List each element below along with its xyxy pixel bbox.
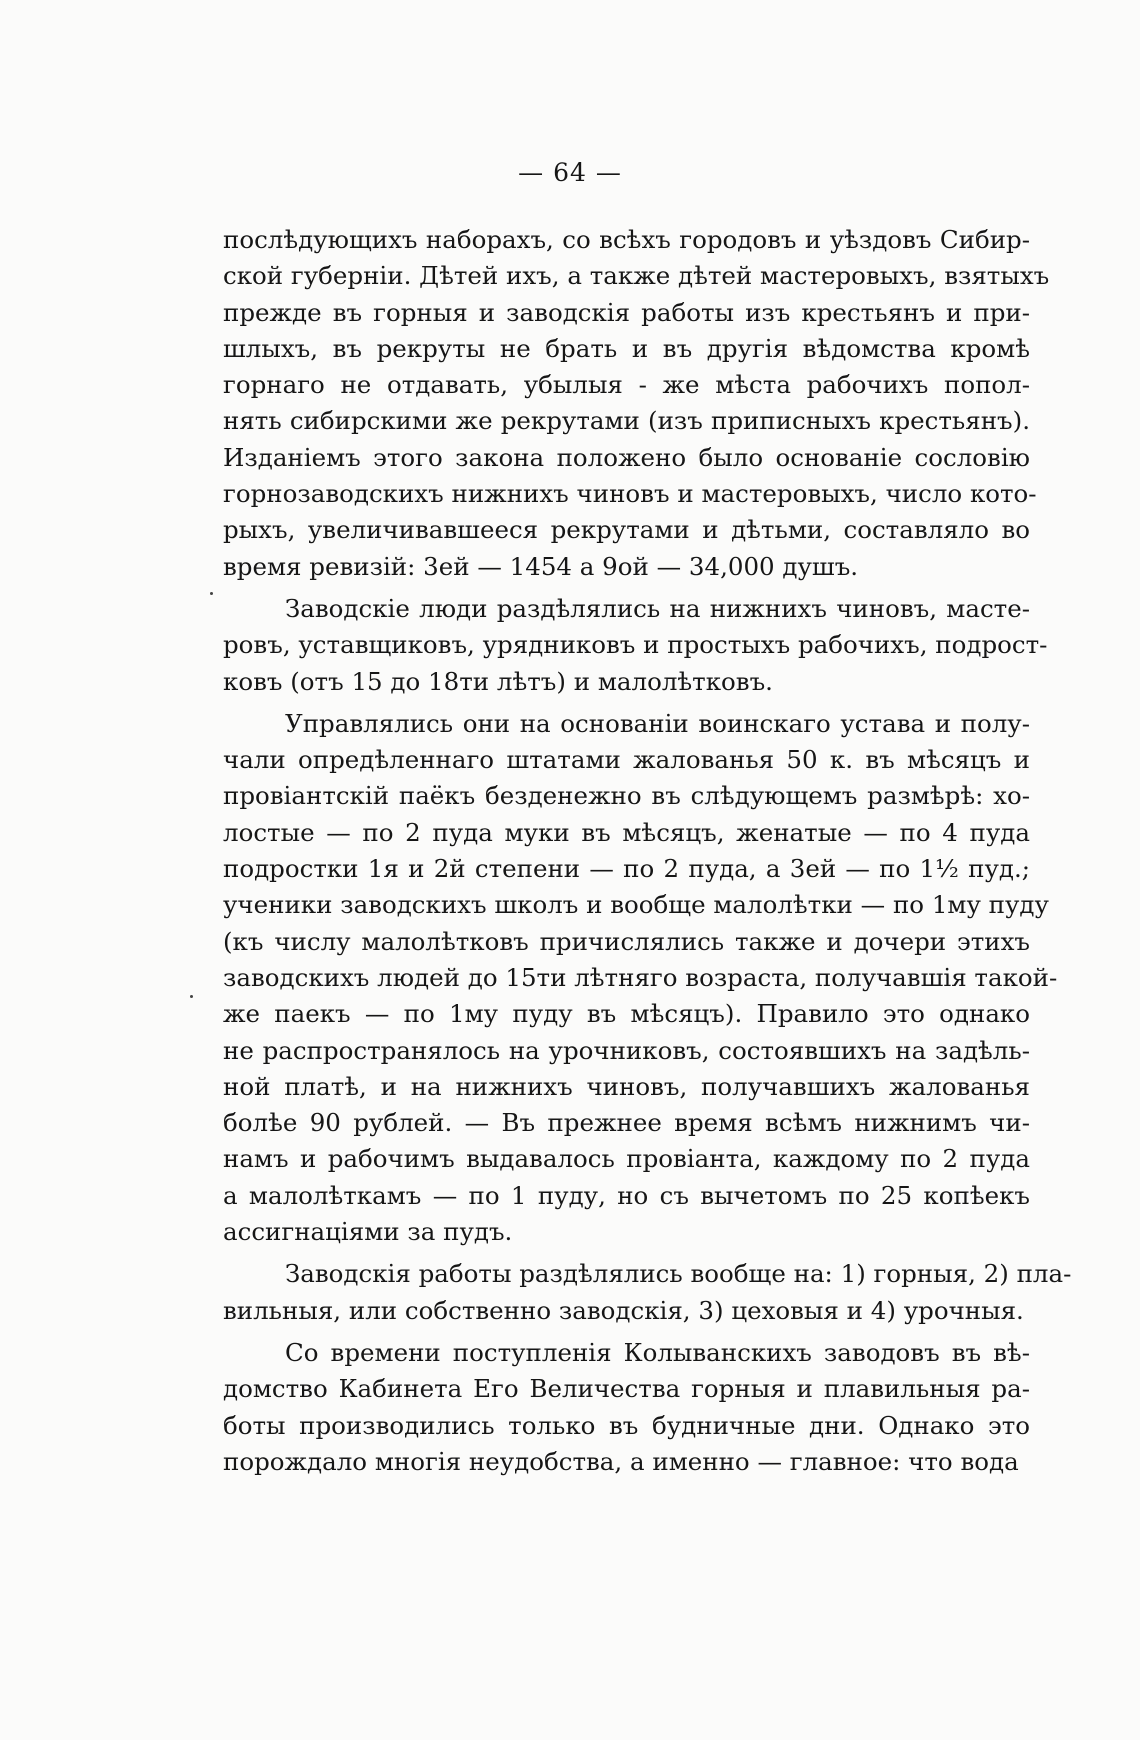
text-line: Изданіемъ этого закона положено было основаніе сословію bbox=[223, 442, 1030, 472]
text-line: горнозаводскихъ нижнихъ чиновъ и мастеровыхъ, число кото- bbox=[223, 479, 1037, 509]
page-number: — 64 — bbox=[518, 158, 622, 187]
text-line: нять сибирскими же рекрутами (изъ приписныхъ крестьянъ). bbox=[223, 406, 1030, 436]
text-line: время ревизій: 3ей — 1454 а 9ой — 34,000 душъ. bbox=[223, 551, 859, 581]
text-line: боты производились только въ будничные дни. Однако это bbox=[223, 1410, 1030, 1440]
text-line: Управлялись они на основаніи воинскаго устава и полу- bbox=[285, 708, 1030, 738]
paragraph bbox=[223, 1256, 1072, 1329]
text-line: (къ числу малолѣтковъ причислялись также и дочери этихъ bbox=[223, 926, 1030, 956]
text-line: чали опредѣленнаго штатами жалованья 50 к. въ мѣсяцъ и bbox=[223, 745, 1030, 775]
paragraph bbox=[223, 591, 1048, 700]
text-line: а малолѣткамъ — по 1 пуду, но съ вычетомъ по 25 копѣекъ bbox=[223, 1180, 1030, 1210]
text-line: лостые — по 2 пуда муки въ мѣсяцъ, женатые — по 4 пуда bbox=[223, 817, 1030, 847]
text-line: провіантскій паёкъ безденежно въ слѣдующемъ размѣрѣ: хо- bbox=[223, 781, 1030, 811]
paragraph bbox=[223, 222, 1050, 585]
paragraph bbox=[223, 706, 1058, 1250]
text-line: ровъ, уставщиковъ, урядниковъ и простыхъ рабочихъ, подрост- bbox=[223, 630, 1048, 660]
text-line: ученики заводскихъ школъ и вообще малолѣтки — по 1му пуду bbox=[223, 890, 1049, 920]
text-line: ассигнаціями за пудъ. bbox=[223, 1217, 513, 1247]
text-line: Заводскіе люди раздѣлялись на нижнихъ чиновъ, масте- bbox=[285, 593, 1030, 623]
text-line: горнаго не отдавать, убылыя - же мѣста рабочихъ попол- bbox=[223, 370, 1030, 400]
text-line: ковъ (отъ 15 до 18ти лѣтъ) и малолѣтковъ. bbox=[223, 666, 773, 696]
text-line: же паекъ — по 1му пуду въ мѣсяцъ). Правило это однако bbox=[223, 999, 1030, 1029]
text-line: домство Кабинета Его Величества горныя и плавильныя ра- bbox=[223, 1374, 1030, 1404]
text-line: прежде въ горныя и заводскія работы изъ крестьянъ и при- bbox=[223, 297, 1030, 327]
text-line: послѣдующихъ наборахъ, со всѣхъ городовъ и уѣздовъ Сибир- bbox=[223, 225, 1030, 254]
text-line: Со времени поступленія Колыванскихъ заводовъ въ вѣ- bbox=[285, 1337, 1030, 1367]
text-line: намъ и рабочимъ выдавалось провіанта, каждому по 2 пуда bbox=[223, 1144, 1030, 1174]
text-line: рыхъ, увеличивавшееся рекрутами и дѣтьми, составляло во bbox=[223, 515, 1030, 545]
scan-speck bbox=[190, 995, 193, 998]
body-text bbox=[223, 222, 1072, 1480]
scan-speck bbox=[210, 592, 213, 595]
text-line: порождало многія неудобства, а именно — главное: что вода bbox=[223, 1446, 1019, 1476]
paragraph bbox=[223, 1335, 1030, 1480]
text-line: заводскихъ людей до 15ти лѣтняго возраста, получавшія такой- bbox=[223, 962, 1058, 992]
text-line: не распространялось на урочниковъ, состоявшихъ на задѣль- bbox=[223, 1035, 1030, 1065]
text-line: шлыхъ, въ рекруты не брать и въ другія вѣдомства кромѣ bbox=[223, 333, 1030, 363]
text-line: вильныя, или собственно заводскія, 3) цеховыя и 4) урочныя. bbox=[223, 1295, 1024, 1325]
text-line: ной платѣ, и на нижнихъ чиновъ, получавшихъ жалованья bbox=[223, 1071, 1030, 1101]
text-line: Заводскія работы раздѣлялись вообще на: 1) горныя, 2) пла- bbox=[285, 1259, 1072, 1289]
text-line: подростки 1я и 2й степени — по 2 пуда, а 3ей — по 1½ пуд.; bbox=[223, 854, 1030, 884]
text-line: ской губерніи. Дѣтей ихъ, а также дѣтей мастеровыхъ, взятыхъ bbox=[223, 261, 1050, 291]
text-line: болѣе 90 рублей. — Въ прежнее время всѣмъ нижнимъ чи- bbox=[223, 1108, 1030, 1138]
